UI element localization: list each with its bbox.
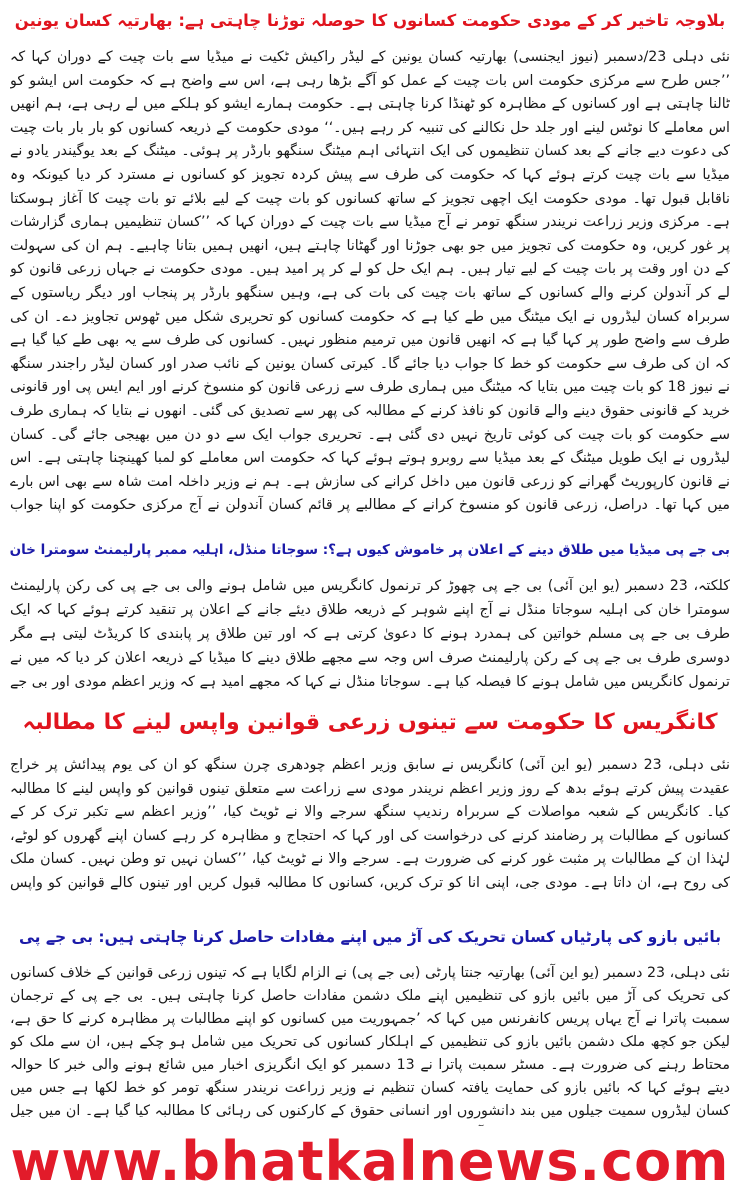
article-body-congress-demand: نئی دہلی، 23 دسمبر (یو این آئی) کانگریس نے سابق وزیر اعظم چودھری چرن سنگھ کو ان کی یوم پیدائش پر خراج عقیدت پیش کرتے ہوئے بدھ کے روز وزیر اعظم نریندر مودی سے زراعت سے متعلق تینوں قوانین کو واپس لینے کا مطالبہ کیا۔ کانگریس کے شعبہ مواصلات کے سربراہ رندیپ سنگھ سرجے والا نے ٹویٹ کیا، ’’وزیر اعظم سے تکبر ترک کر کے کسانوں کے مطالبات پر رضامند کرنے کی درخواست کی اور کہا کہ احتجاج و مظاہرہ کر رہے کسان اپنے گھروں کو لوٹے، لہٰذا ان کے مطالبات پر مثبت غور کرنے کی ضرورت ہے۔ سرجے والا نے ٹویٹ کیا، ’’کسان نہیں تو وطن نہیں۔ کسان ملک کی روح ہے، ان داتا ہے۔ مودی جی، اپنی انا کو ترک کریں، کسانوں کا مطالبہ قبول کریں اور تینوں کالے قوانین کو واپس bbox=[10, 757, 730, 891]
article-body-sujata-mondal: کلکتہ، 23 دسمبر (یو این آئی) بی جے پی چھوڑ کر ترنمول کانگریس میں شامل ہونے والی بی جے پی کی رکن پارلیمنٹ سومترا خان کی اہلیہ سوجاتا منڈل نے آج اپنے شوہر کے ذریعہ طلاق دیئے جانے کے اعلان پر تنقید کرتے ہوئے کہا کہ ایک طرف بی جے پی مسلم خواتین کی ہمدرد ہونے کا دعویٰ کرتی ہے کہ اور تین طلاق پر پابندی کا کریڈٹ لیتی ہے مگر دوسری طرف بی جے پی کے رکن پارلیمنٹ صرف اس وجہ سے مجھے طلاق دینے کا میڈیا کے ذریعہ اعلان کر دیا کہ میں نے ترنمول کانگریس میں شامل ہونے کا فیصلہ کیا ہے۔ سوجاتا منڈل نے کہا کہ مجھے امید ہے کہ وزیر اعظم مودی اور بی جے bbox=[10, 578, 730, 690]
article-farmers-union bbox=[0, 4, 740, 522]
article-body-bjp-left-parties: نئی دہلی، 23 دسمبر (یو این آئی) بھارتیہ جنتا پارٹی (بی جے پی) نے الزام لگایا ہے کہ تینوں زرعی قوانین کے خلاف کسانوں کی تحریک کی آڑ میں بائیں بازو کی تنظیمیں اپنے ملک دشمن مفادات حاصل کرنا چاہتی ہیں۔ بی جے پی کے ترجمان سمبت پاترا نے آج یہاں پریس کانفرنس میں کہا کہ ’جمہوریت میں کسانوں کو اپنے مطالبات پر مظاہرہ کرنے کا حق ہے، لیکن جو کچھ ملک دشمن بائیں بازو کی تنظیمیں کے اہلکار کسانوں کی تحریک میں شامل ہو چکے ہیں، ان سے ملک کو محتاط رہنے کی ضرورت ہے۔ مسٹر سمبت پاترا نے 13 دسمبر کو ایک انگریزی اخبار میں شائع ہونے والی خبر کا حوالہ دیتے ہوئے کہا کہ بائیں بازو کی حمایت یافتہ کسان تنظیم نے وزیر زراعت نریندر سنگھ تومر کو خط لکھا ہے جس میں کسان لیڈروں سمیت جیلوں میں بند دانشوروں اور انسانی حقوق کے کارکنوں کی رہائی کا مطالبہ کیا گیا ہے۔ ان میں جیل bbox=[10, 965, 730, 1119]
headline-farmers-union: بلاوجہ تاخیر کر کے مودی حکومت کسانوں کا حوصلہ توڑنا چاہتی ہے: بھارتیہ کسان یونین bbox=[14, 11, 726, 30]
article-bjp-left-parties bbox=[0, 920, 740, 1128]
headline-sujata-mondal: بی جے پی میڈیا میں طلاق دینے کے اعلان پر خاموش کیوں ہے؟: سوجاتا منڈل، اہلیہ ممبر پارلیمنٹ سومترا خان bbox=[10, 542, 730, 558]
footer-banner bbox=[0, 1129, 740, 1193]
headline-congress-demand: کانگریس کا حکومت سے تینوں زرعی قوانین واپس لینے کا مطالبہ bbox=[22, 710, 718, 735]
article-body-farmers-union: نئی دہلی 23/دسمبر (نیوز ایجنسی) بھارتیہ کسان یونین کے لیڈر راکیش ٹکیت نے میڈیا سے بات چیت کے دوران کہا کہ ’’جس طرح سے مرکزی حکومت اس بات چیت کے عمل کو آگے بڑھا رہی ہے، اس سے واضح ہے کہ حکومت اس ایشو کو ٹالنا چاہتی ہے اور کسانوں کے مظاہرہ کو ٹھنڈا کرنا چاہتی ہے۔ حکومت ہمارے ایشو کو ہلکے میں لے رہی ہے، ہم انھیں اس معاملے کا نوٹس لینے اور جلد حل نکالنے کی تنبیہ کر رہے ہیں۔‘‘ مودی حکومت کے ذریعہ کسانوں کو بار بار بات چیت کی دعوت دیے جانے کے بعد کسان تنظیموں کی ایک انتہائی اہم میٹنگ سنگھو بارڈر پر ہوئی۔ میٹنگ کے بعد یوگیندر یادو نے میڈیا سے بات چیت کرتے ہوئے کہا کہ حکومت کی طرف سے پیش کردہ تجویز کو کسانوں نے مسترد کر دیا کیونکہ وہ ناقابل قبول تھا۔ مودی حکومت ایک اچھی تجویز کے ساتھ کسانوں کو بات چیت کے لیے بلائے تو بات چیت کا آغاز ہوسکتا ہے۔ مرکزی وزیر زراعت نریندر سنگھ تومر نے آج میڈیا سے بات چیت کے دوران کہا کہ ’’کسان تنظیمیں ہماری گزارشات پر غور کریں، وہ حکومت کی تجویز میں جو بھی جوڑنا اور گھٹانا چاہتے ہیں، انھیں ہمیں بتانا چاہیے۔ ہم ان کی سہولت کے دن اور وقت پر بات چیت کے لیے تیار ہیں۔ ہم ایک حل کو لے کر پر امید ہیں۔ مودی حکومت نے جہاں زرعی قانون کو لے کر آندولن کرنے والے کسانوں کے ساتھ بات چیت کی بات کی ہے، وہیں سنگھو بارڈر پر پنجاب اور دیگر ریاستوں کے سربراہ کسان لیڈروں نے ایک میٹنگ میں طے کیا ہے کہ حکومت کسانوں کو تحریری شکل میں ٹھوس تجاویز دے۔ ان کی طرف سے واضح طور پر کہا گیا ہے کہ انھیں قانون میں ترمیم منظور نہیں۔ کسانوں کی طرف سے یہ بھی طے کیا گیا ہے کہ ان کی طرف سے حکومت کو خط کا جواب دیا جائے گا۔ کیرتی کسان یونین کے نائب صدر اور کسان لیڈر راجندر سنگھ نے نیوز 18 کو بات چیت میں بتایا کہ میٹنگ میں ہماری طرف سے زرعی قانون کو منسوخ کرنے اور ایم ایس پی اور قانونی خرید کے قانونی حقوق دینے والے قانون کو نافذ کرنے کے مطالبہ کی پھر سے تصدیق کی گئی۔ انھوں نے بتایا کہ ہماری طرف سے حکومت کو بات چیت کی کوئی تاریخ نہیں دی گئی ہے۔ تحریری جواب ایک سے دو دن میں بھیجی جائے گی۔ کسان لیڈروں نے ایک طویل میٹنگ کے بعد میڈیا سے روبرو ہوتے ہوئے کہا کہ حکومت اس معاملے کو لمبا کھینچنا چاہتی ہے۔ اس نے قانون کارپوریٹ گھرانے کو زرعی قانون میں داخل کرانے کی سازش ہے۔ ہم نے وزیر داخلہ امت شاہ سے بھی اس بارے میں کہا تھا۔ دراصل، زرعی قانون کو منسوخ کرانے کے مطالبے پر قائم کسان آندولن نے آج مرکزی حکومت کو اپنا جواب bbox=[10, 49, 730, 514]
website-url[interactable]: www.bhatkalnews.com bbox=[10, 1129, 730, 1193]
headline-bjp-left-parties: بائیں بازو کی پارٹیاں کسان تحریک کی آڑ میں اپنے مفادات حاصل کرنا چاہتی ہیں: بی جے پی bbox=[18, 928, 722, 946]
article-sujata-mondal bbox=[0, 534, 740, 694]
article-congress-demand bbox=[0, 706, 740, 906]
